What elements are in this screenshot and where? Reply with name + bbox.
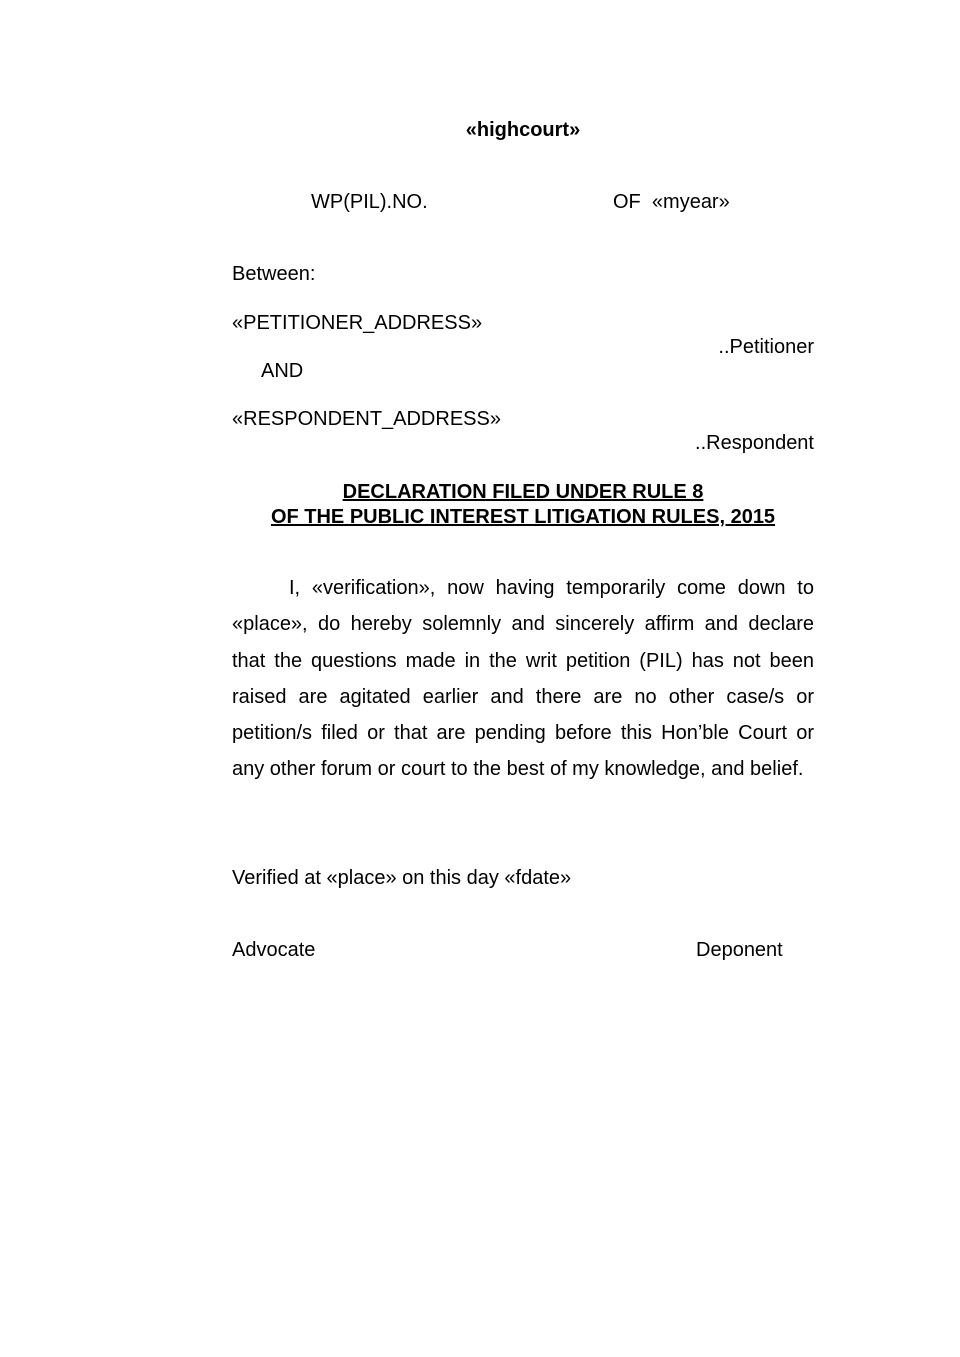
deponent-signature-label: Deponent (696, 939, 783, 961)
petitioner-address: «PETITIONER_ADDRESS» (232, 312, 483, 334)
year-field: «myear» (651, 191, 730, 213)
petitioner-role: ..Petitioner (718, 336, 814, 358)
advocate-signature-label: Advocate (232, 939, 316, 961)
respondent-role: ..Respondent (695, 432, 814, 454)
of-label: OF (613, 191, 641, 213)
declaration-title-line-1: DECLARATION FILED UNDER RULE 8 (342, 481, 704, 503)
between-label: Between: (232, 263, 316, 285)
case-number-label: WP(PIL).NO. (311, 191, 428, 213)
declaration-title-line-2: OF THE PUBLIC INTEREST LITIGATION RULES, 2015 (270, 506, 776, 528)
court-name: «highcourt» (465, 119, 581, 141)
declaration-body: I, «verification», now having temporarily come down to «place», do hereby solemnly and sincerely affirm and declare that the questions made in the writ petition (PIL) has not been raised are agitated earlier and there are no other case/s or petition/s filed or that are pending before this Hon’ble Court or any other forum or court to the best of my knowledge, and belief. (232, 577, 814, 781)
case-year (613, 190, 730, 214)
verification-line: Verified at «place» on this day «fdate» (232, 867, 572, 889)
declaration-title (232, 480, 814, 530)
and-label: AND (261, 360, 304, 382)
respondent-address: «RESPONDENT_ADDRESS» (232, 408, 501, 430)
